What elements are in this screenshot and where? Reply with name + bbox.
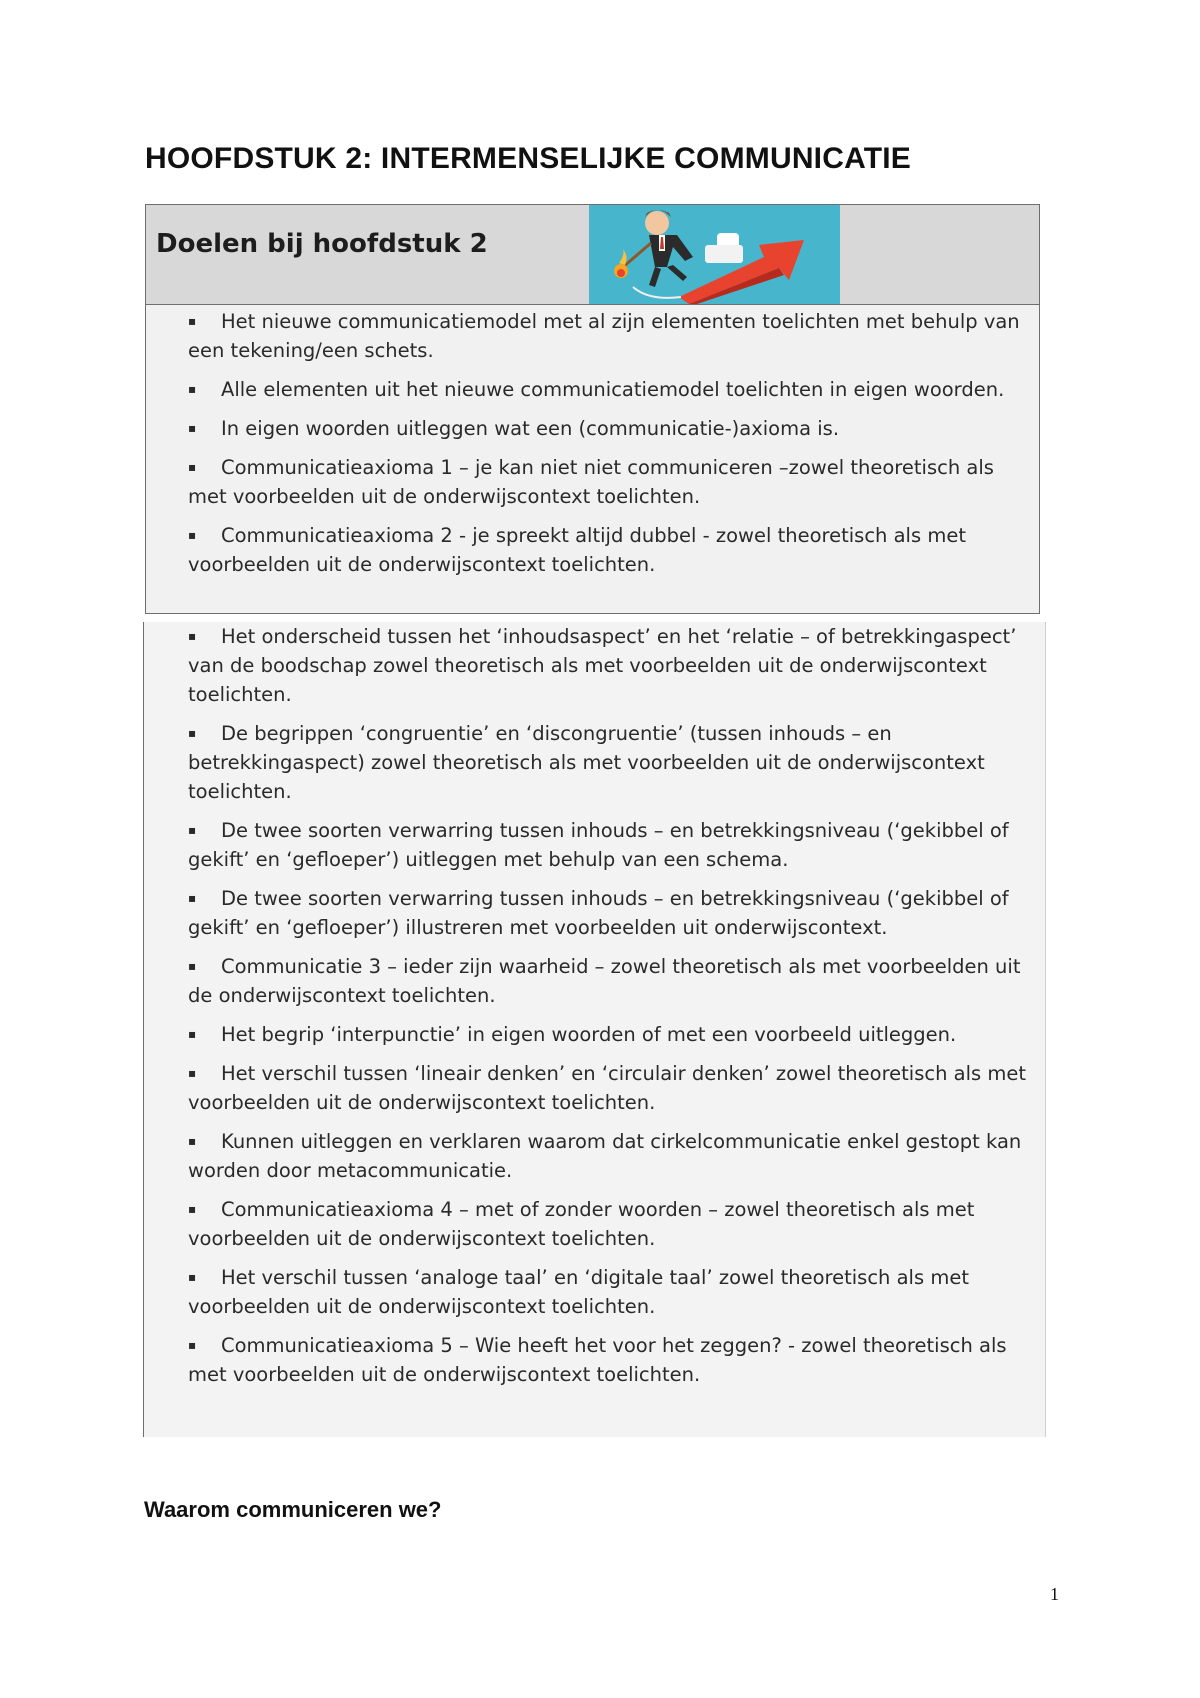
page-title: HOOFDSTUK 2: INTERMENSELIJKE COMMUNICATIE [145, 142, 911, 175]
goal-text: De twee soorten verwarring tussen inhouds – en betrekkingsniveau (‘gekibbel of gekift’ en ‘gefloeper’) uitleggen met behulp van een schema. [188, 819, 1009, 871]
goal-text: Communicatieaxioma 5 – Wie heeft het voor het zeggen? - zowel theoretisch als met voorbeelden uit de onderwijscontext toelichten. [188, 1334, 1007, 1386]
goals-box-header [146, 205, 1039, 305]
list-item [188, 719, 1038, 806]
goal-text: Communicatie 3 – ieder zijn waarheid – zowel theoretisch als met voorbeelden uit de onderwijscontext toelichten. [188, 955, 1021, 1007]
goal-text: Het verschil tussen ‘analoge taal’ en ‘digitale taal’ zowel theoretisch als met voorbeelden uit de onderwijscontext toelichten. [188, 1266, 969, 1318]
bullet-icon: ▪ [188, 726, 197, 740]
goal-text: Kunnen uitleggen en verklaren waarom dat cirkelcommunicatie enkel gestopt kan worden door metacommunicatie. [188, 1130, 1022, 1182]
list-item [188, 1020, 1038, 1049]
list-item [188, 1195, 1038, 1253]
bullet-icon: ▪ [188, 528, 197, 542]
bullet-icon: ▪ [188, 1134, 197, 1148]
goals-box-part1 [145, 204, 1040, 614]
list-item [188, 1059, 1038, 1117]
list-item [188, 1331, 1038, 1389]
bullet-icon: ▪ [188, 382, 197, 396]
goal-text: Alle elementen uit het nieuwe communicatiemodel toelichten in eigen woorden. [221, 378, 1005, 401]
bullet-icon: ▪ [188, 629, 197, 643]
list-item [188, 622, 1038, 709]
goals-list-part2 [188, 622, 1038, 1399]
goal-text: In eigen woorden uitleggen wat een (communicatie-)axioma is. [221, 417, 840, 440]
list-item [188, 884, 1038, 942]
goal-text: De twee soorten verwarring tussen inhouds – en betrekkingsniveau (‘gekibbel of gekift’ en ‘gefloeper’) illustreren met voorbeelden uit onderwijscontext. [188, 887, 1009, 939]
bullet-icon: ▪ [188, 823, 197, 837]
rocket-illustration [589, 205, 840, 304]
goal-text: Het onderscheid tussen het ‘inhoudsaspect’ en het ‘relatie – of betrekkingaspect’ van de boodschap zowel theoretisch als met voorbeelden uit de onderwijscontext toelichten. [188, 625, 1017, 706]
list-item [188, 307, 1028, 365]
goal-text: De begrippen ‘congruentie’ en ‘discongruentie’ (tussen inhouds – en betrekkingaspect) zowel theoretisch als met voorbeelden uit de onderwijscontext toelichten. [188, 722, 985, 803]
goal-text: Het begrip ‘interpunctie’ in eigen woorden of met een voorbeeld uitleggen. [221, 1023, 957, 1046]
rocket-person-icon [589, 205, 840, 304]
list-item [188, 1127, 1038, 1185]
bullet-icon: ▪ [188, 959, 197, 973]
bullet-icon: ▪ [188, 460, 197, 474]
goal-text: Communicatieaxioma 2 - je spreekt altijd dubbel - zowel theoretisch als met voorbeelden uit de onderwijscontext toelichten. [188, 524, 966, 576]
bullet-icon: ▪ [188, 1066, 197, 1080]
list-item [188, 816, 1038, 874]
bullet-icon: ▪ [188, 1270, 197, 1284]
goal-text: Het nieuwe communicatiemodel met al zijn elementen toelichten met behulp van een tekening/een schets. [188, 310, 1020, 362]
goals-box-part2 [143, 622, 1046, 1437]
bullet-icon: ▪ [188, 1202, 197, 1216]
list-item [188, 453, 1028, 511]
list-item [188, 414, 1028, 443]
section-heading: Waarom communiceren we? [144, 1497, 442, 1522]
goal-text: Communicatieaxioma 1 – je kan niet niet communiceren –zowel theoretisch als met voorbeelden uit de onderwijscontext toelichten. [188, 456, 994, 508]
list-item [188, 1263, 1038, 1321]
bullet-icon: ▪ [188, 891, 197, 905]
list-item [188, 952, 1038, 1010]
bullet-icon: ▪ [188, 1338, 197, 1352]
list-item [188, 375, 1028, 404]
bullet-icon: ▪ [188, 1027, 197, 1041]
list-item [188, 521, 1028, 579]
goal-text: Het verschil tussen ‘lineair denken’ en ‘circulair denken’ zowel theoretisch als met voorbeelden uit de onderwijscontext toelichten. [188, 1062, 1027, 1114]
goals-box-heading: Doelen bij hoofdstuk 2 [156, 229, 488, 259]
goal-text: Communicatieaxioma 4 – met of zonder woorden – zowel theoretisch als met voorbeelden uit de onderwijscontext toelichten. [188, 1198, 975, 1250]
bullet-icon: ▪ [188, 421, 197, 435]
page-number: 1 [1050, 1584, 1059, 1604]
goals-list-part1 [188, 307, 1028, 589]
bullet-icon: ▪ [188, 314, 197, 328]
